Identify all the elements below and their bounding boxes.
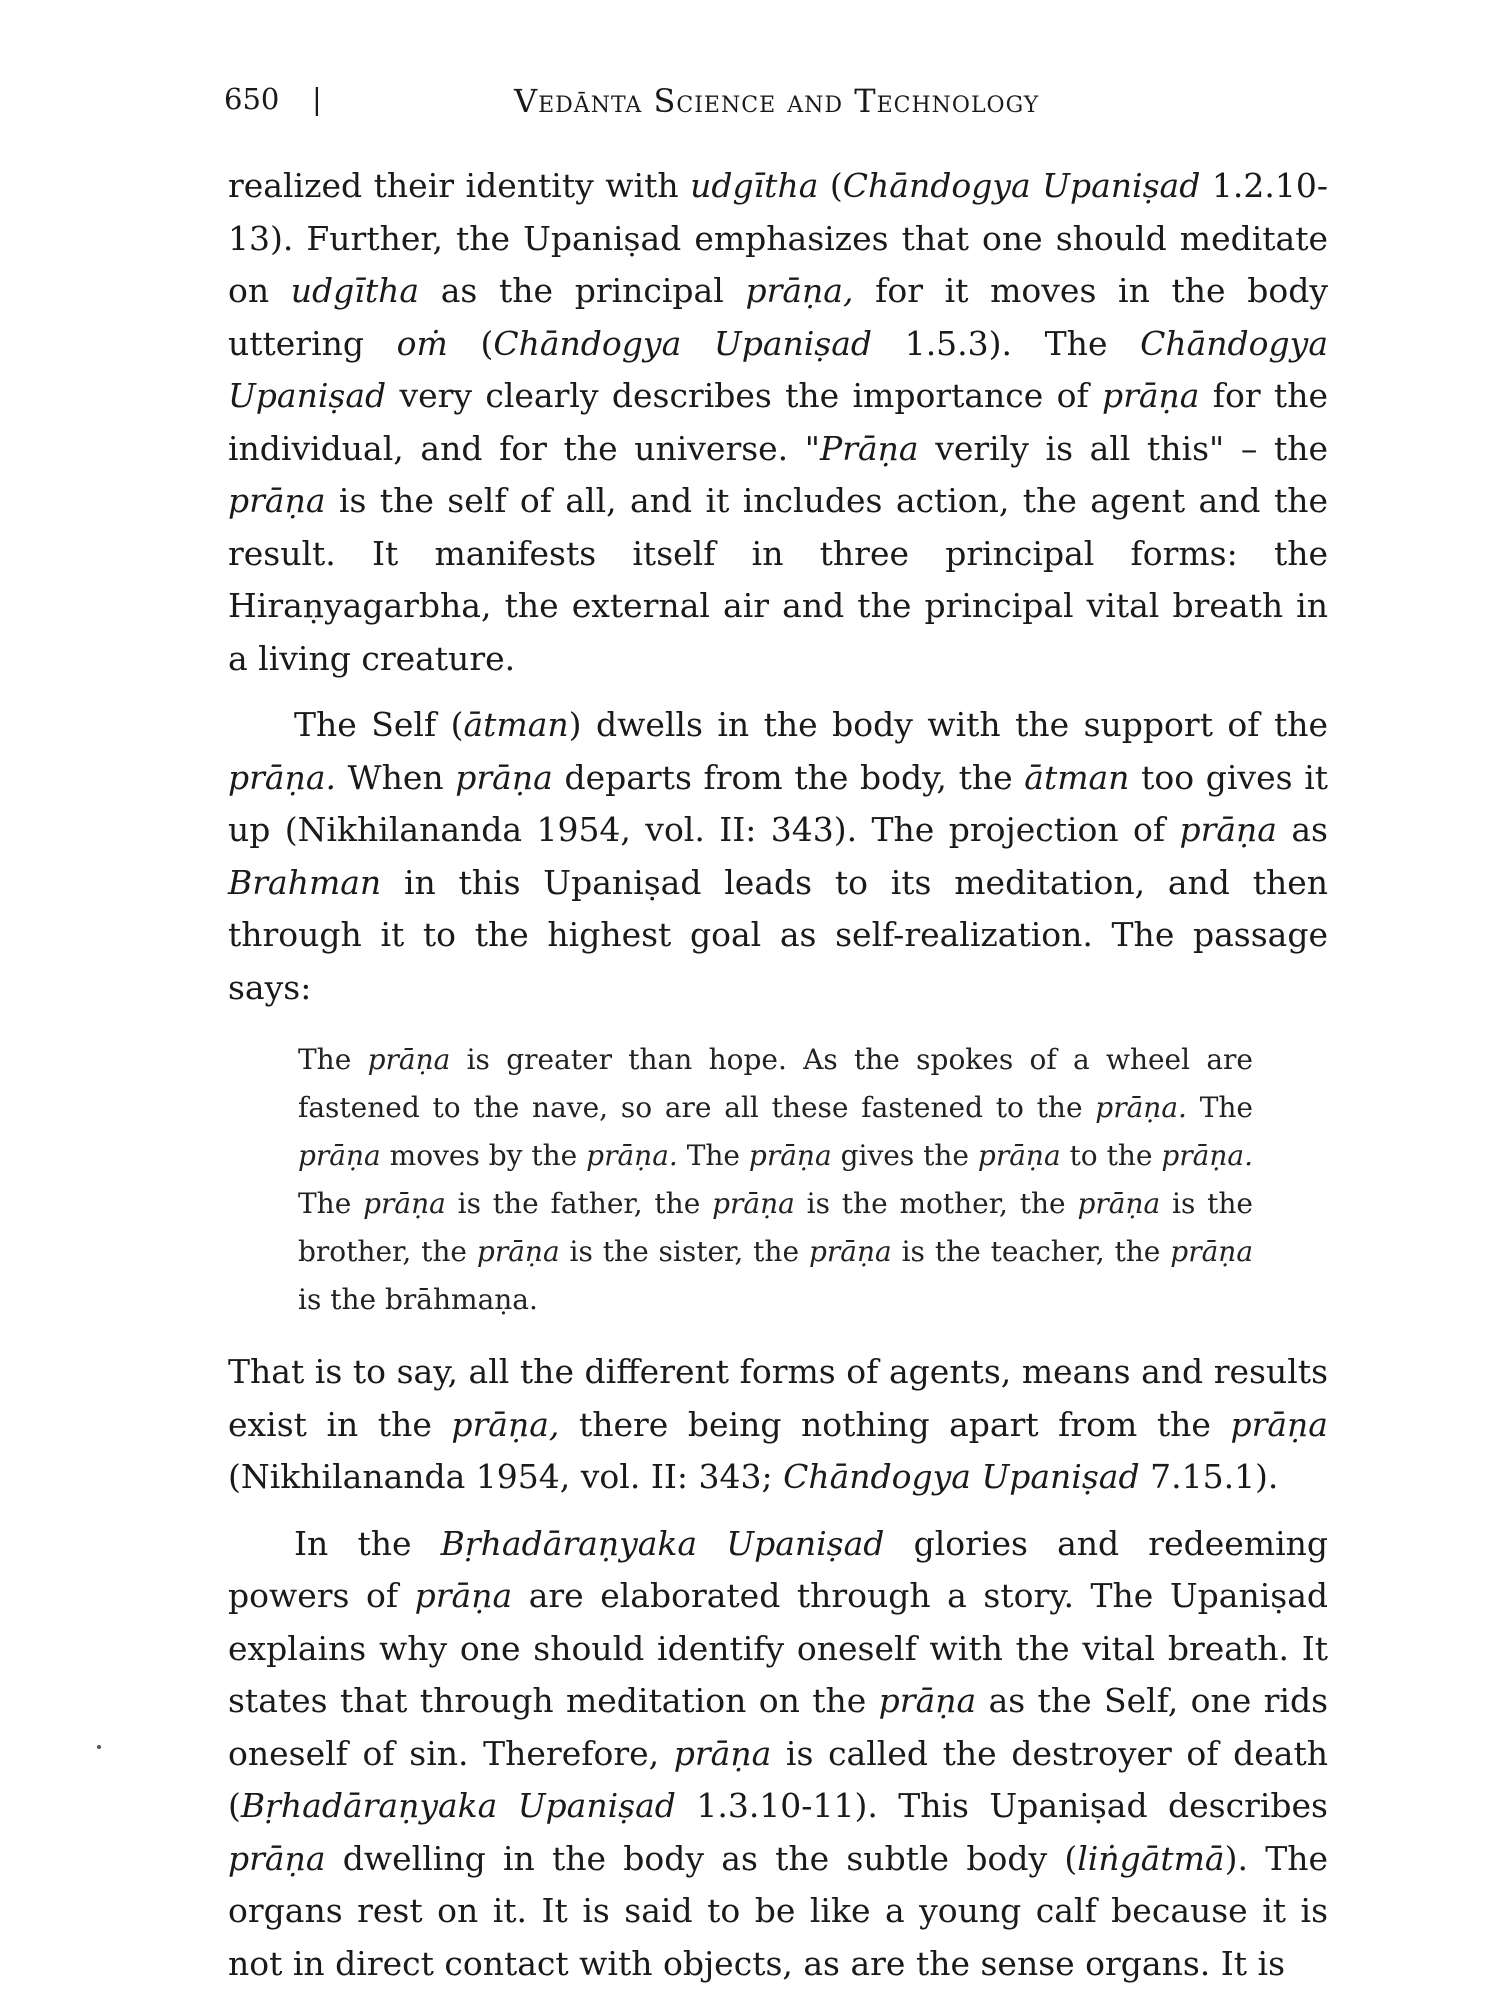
italic-term: prāṇa xyxy=(977,1139,1061,1172)
text-run: When xyxy=(336,757,456,797)
text-run: In the xyxy=(294,1523,441,1563)
italic-term: prāṇa, xyxy=(745,271,854,310)
header-separator: | xyxy=(312,82,322,116)
text-run: ) dwells in the body with the support of the xyxy=(568,705,1328,744)
italic-term: prāṇa xyxy=(748,1139,832,1172)
text-run: as the principal xyxy=(419,271,746,310)
text-run: ). The organs rest on it. It is said to be like a young calf because it is not in direct contact with objects, as are the sense organs. It is xyxy=(228,1838,1328,1983)
text-run: verily is all this" – the xyxy=(918,428,1328,468)
text-run: is greater than hope. As the spokes of a wheel are fastened to the nave, so are all these fastened to the xyxy=(298,1043,1254,1124)
text-run: is the teacher, the xyxy=(891,1235,1171,1268)
paragraph xyxy=(228,1518,1328,1991)
text-run: to the xyxy=(1060,1139,1162,1172)
italic-term: prāṇa. xyxy=(1095,1091,1187,1124)
text-run: ( xyxy=(447,323,494,363)
text-run: is the brāhmaṇa. xyxy=(298,1283,538,1316)
text-run: departs from the body, the xyxy=(552,757,1025,797)
italic-term: prāṇa xyxy=(455,757,553,797)
italic-term: prāṇa xyxy=(363,1187,446,1220)
italic-term: liṅgātmā xyxy=(1077,1838,1225,1878)
italic-term: prāṇa xyxy=(414,1576,513,1615)
italic-term: Chāndogya Upaniṣad xyxy=(493,323,873,363)
body-text xyxy=(228,160,1328,1990)
block-quote xyxy=(298,1036,1253,1324)
italic-term: prāṇa xyxy=(228,481,326,520)
page-number: 650 xyxy=(224,82,280,116)
text-run: That is to say, all the different forms of agents, means and results exist in the xyxy=(228,1352,1328,1444)
text-run: very clearly describes the importance of xyxy=(386,376,1102,415)
page-header xyxy=(224,82,1324,132)
text-run: gives the xyxy=(831,1139,978,1172)
text-run: there being nothing apart from the xyxy=(559,1404,1231,1444)
text-run: glories and redeeming powers of xyxy=(228,1523,1329,1615)
paragraph xyxy=(228,1346,1328,1504)
italic-term: prāṇa xyxy=(673,1733,772,1773)
text-run: is called the destroyer of death ( xyxy=(228,1733,1328,1825)
italic-term: prāṇa xyxy=(808,1235,892,1268)
italic-term: prāṇa xyxy=(712,1187,795,1220)
italic-term: prāṇa xyxy=(1230,1404,1328,1444)
text-run: 7.15.1). xyxy=(1139,1457,1279,1496)
italic-term: Chāndogya Upaniṣad xyxy=(842,166,1201,205)
text-run: is the brother, the xyxy=(298,1187,1253,1268)
italic-term: prāṇa xyxy=(878,1681,977,1720)
italic-term: Chāndogya Upaniṣad xyxy=(783,1457,1140,1496)
text-run: moves by the xyxy=(380,1139,587,1172)
text-run: (Nikhilananda 1954, vol. II: 343; xyxy=(228,1457,784,1496)
running-title: Vedānta Science and Technology xyxy=(514,82,1040,120)
italic-term: prāṇa. xyxy=(586,1139,678,1172)
text-run: ( xyxy=(818,166,843,205)
text-run: is the self of all, and it includes action, the agent and the result. It manifests itself in three principal forms: the Hiraṇyagarbha, the external air and the principal vital breath in a living creature. xyxy=(228,481,1328,678)
italic-term: Prāṇa xyxy=(819,428,919,468)
text-run: is the mother, the xyxy=(794,1187,1078,1220)
text-run: dwelling in the body as the subtle body ( xyxy=(325,1838,1078,1878)
text-run: The Self ( xyxy=(294,705,464,744)
italic-term: prāṇa xyxy=(367,1043,451,1076)
text-run: are elaborated through a story. The Upaniṣad explains why one should identify oneself with the vital breath. It states that through meditation on the xyxy=(228,1576,1328,1720)
text-run: is the father, the xyxy=(445,1187,713,1220)
italic-term: udgītha xyxy=(690,166,819,205)
italic-term: prāṇa. xyxy=(1161,1139,1253,1172)
text-run: as the Self, one rids oneself of sin. Therefore, xyxy=(228,1681,1329,1773)
italic-term: Bṛhadāraṇyaka Upaniṣad xyxy=(240,1786,676,1825)
text-run: as xyxy=(1277,810,1328,849)
text-run: is the sister, the xyxy=(559,1235,809,1268)
text-run: in this Upaniṣad leads to its meditation, and then through it to the highest goal as self-realization. The passage says: xyxy=(228,862,1328,1007)
text-run: The xyxy=(298,1043,368,1076)
italic-term: prāṇa xyxy=(476,1235,560,1268)
italic-term: prāṇa xyxy=(298,1139,381,1172)
italic-term: Bṛhadāraṇyaka Upaniṣad xyxy=(440,1523,885,1563)
text-run: The xyxy=(298,1187,364,1220)
text-run: 1.5.3). The xyxy=(872,323,1141,363)
paragraph xyxy=(228,699,1328,1014)
text-run: too gives it up (Nikhilananda 1954, vol. II: 343). The projection of xyxy=(228,757,1329,849)
italic-term: ātman xyxy=(1024,757,1130,797)
italic-term: oṁ xyxy=(396,323,448,363)
text-run: The xyxy=(677,1139,749,1172)
italic-term: ātman xyxy=(463,705,569,744)
text-run: realized their identity with xyxy=(228,166,691,205)
text-run: 1.3.10-11). This Upaniṣad describes xyxy=(675,1786,1328,1825)
italic-term: prāṇa xyxy=(228,1838,326,1878)
italic-term: prāṇa xyxy=(1170,1235,1254,1268)
ink-speck xyxy=(97,1745,101,1749)
italic-term: prāṇa xyxy=(1101,376,1200,415)
italic-term: udgītha xyxy=(290,271,420,310)
text-run: for it moves in the body uttering xyxy=(228,271,1328,363)
text-run: 1.2.10-13). Further, the Upaniṣad emphasizes that one should meditate on xyxy=(228,166,1328,310)
paragraph xyxy=(228,160,1328,685)
italic-term: Chāndogya Upaniṣad xyxy=(228,323,1328,415)
italic-term: prāṇa xyxy=(1077,1187,1161,1220)
italic-term: Brahman xyxy=(228,862,382,902)
text-run: for the individual, and for the universe. " xyxy=(228,376,1328,468)
italic-term: prāṇa, xyxy=(451,1404,560,1444)
text-run: The xyxy=(1186,1091,1253,1124)
italic-term: prāṇa. xyxy=(228,757,336,797)
italic-term: prāṇa xyxy=(1179,810,1277,849)
